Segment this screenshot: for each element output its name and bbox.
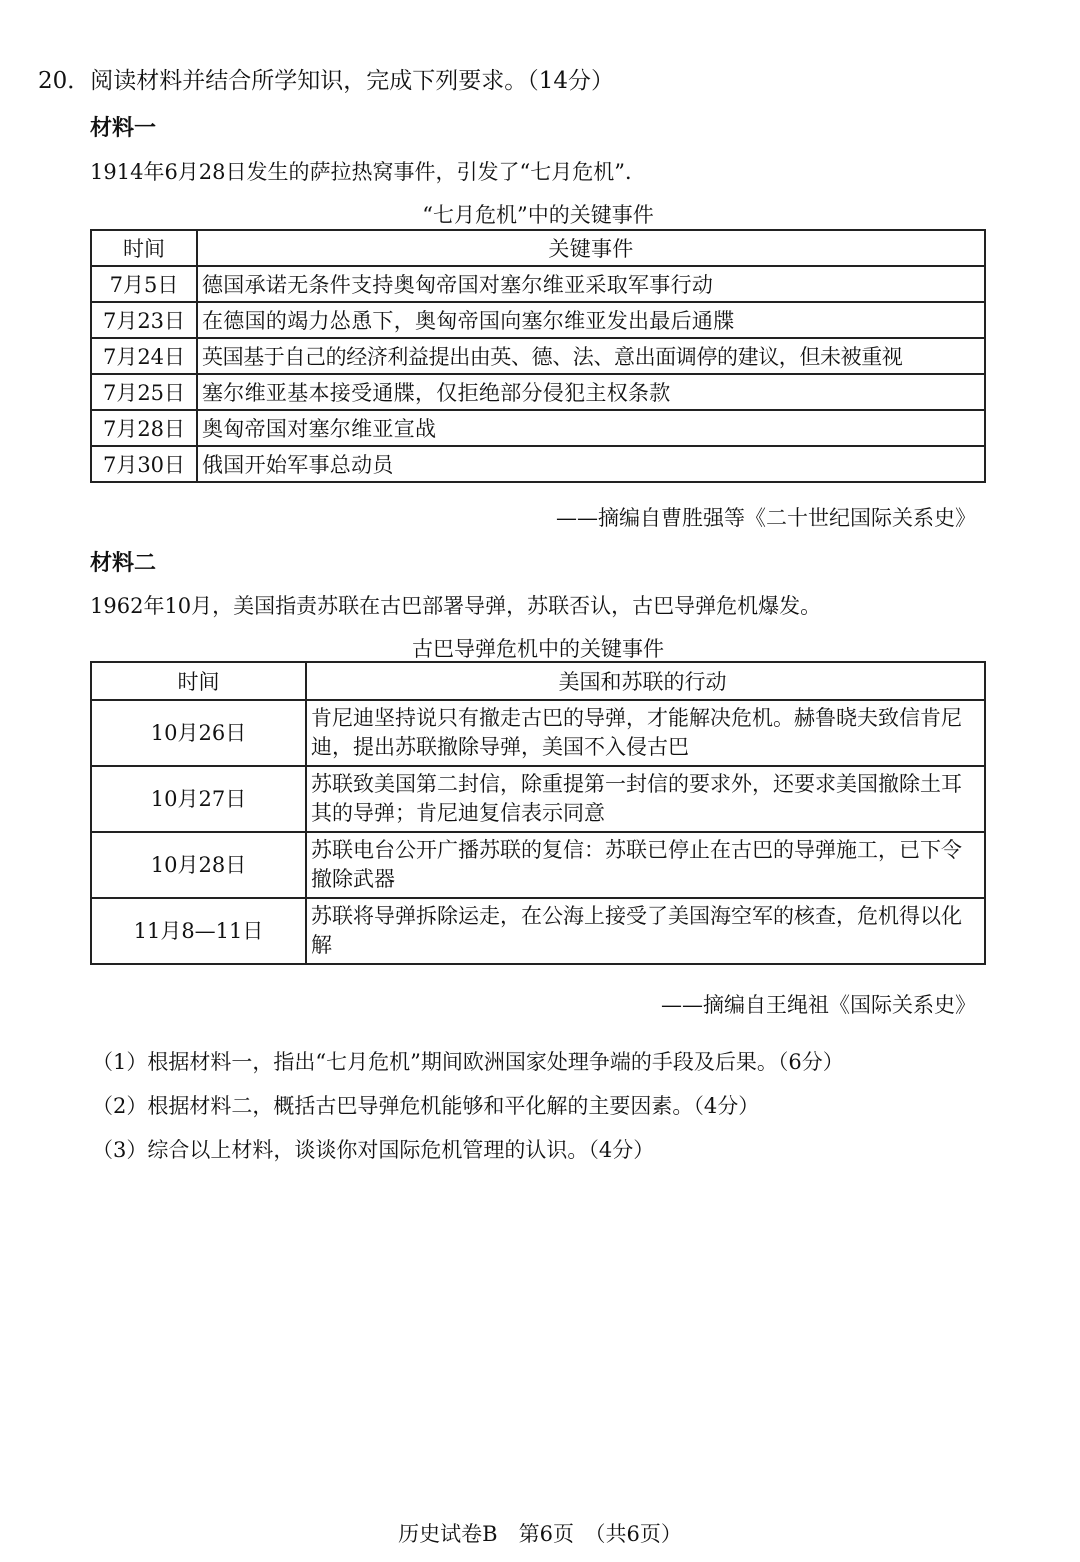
table-header-row: [91, 662, 985, 700]
row-date: 7月23日: [91, 302, 197, 338]
row-event: 苏联致美国第二封信，除重提第一封信的要求外，还要求美国撤除土耳其的导弹；肯尼迪复信表示同意: [306, 766, 985, 832]
row-date: 7月24日: [91, 338, 197, 374]
july-crisis-table: [90, 229, 986, 483]
material2-source: ——摘编自王绳祖《国际关系史》: [661, 993, 976, 1017]
header-action: 美国和苏联的行动: [306, 662, 985, 700]
material1-intro: 1914年6月28日发生的萨拉热窝事件，引发了“七月危机”．: [90, 160, 646, 184]
row-event: 奥匈帝国对塞尔维亚宣战: [197, 410, 985, 446]
cuban-crisis-table: [90, 661, 986, 965]
material2-table-caption: 古巴导弹危机中的关键事件: [412, 637, 664, 661]
row-date: 10月28日: [91, 832, 306, 898]
table-row: [91, 700, 985, 766]
material2-intro: 1962年10月，美国指责苏联在古巴部署导弹，苏联否认，古巴导弹危机爆发。: [90, 594, 822, 618]
table-header-row: [91, 230, 985, 266]
row-date: 7月30日: [91, 446, 197, 482]
table-row: [91, 374, 985, 410]
header-time: 时间: [91, 230, 197, 266]
row-date: 10月26日: [91, 700, 306, 766]
header-event: 关键事件: [197, 230, 985, 266]
page-footer: 历史试卷B 第6页 （共6页）: [398, 1522, 682, 1546]
row-date: 10月27日: [91, 766, 306, 832]
material1-label: 材料一: [90, 116, 157, 141]
table-row: [91, 898, 985, 964]
row-event: 肯尼迪坚持说只有撤走古巴的导弹，才能解决危机。赫鲁晓夫致信肯尼迪，提出苏联撤除导弹，美国不入侵古巴: [306, 700, 985, 766]
material1-source: ——摘编自曹胜强等《二十世纪国际关系史》: [556, 506, 976, 530]
subquestion-2: （2）根据材料二，概括古巴导弹危机能够和平化解的主要因素。（4分）: [92, 1094, 760, 1118]
row-event: 英国基于自己的经济利益提出由英、德、法、意出面调停的建议，但未被重视: [197, 338, 985, 374]
row-date: 7月25日: [91, 374, 197, 410]
subquestion-3: （3）综合以上材料，谈谈你对国际危机管理的认识。（4分）: [92, 1138, 655, 1162]
row-event: 德国承诺无条件支持奥匈帝国对塞尔维亚采取军事行动: [197, 266, 985, 302]
table-row: [91, 410, 985, 446]
row-event: 俄国开始军事总动员: [197, 446, 985, 482]
table-row: [91, 302, 985, 338]
subquestion-1: （1）根据材料一，指出“七月危机”期间欧洲国家处理争端的手段及后果。（6分）: [92, 1050, 844, 1074]
question-title: 20．阅读材料并结合所学知识，完成下列要求。（14分）: [38, 68, 615, 94]
row-date: 7月28日: [91, 410, 197, 446]
row-event: 在德国的竭力怂恿下，奥匈帝国向塞尔维亚发出最后通牒: [197, 302, 985, 338]
row-event: 苏联电台公开广播苏联的复信：苏联已停止在古巴的导弹施工，已下令撤除武器: [306, 832, 985, 898]
table-row: [91, 446, 985, 482]
row-event: 塞尔维亚基本接受通牒，仅拒绝部分侵犯主权条款: [197, 374, 985, 410]
material2-label: 材料二: [90, 551, 157, 576]
table-row: [91, 832, 985, 898]
table-row: [91, 338, 985, 374]
row-date: 7月5日: [91, 266, 197, 302]
table-row: [91, 766, 985, 832]
table-row: [91, 266, 985, 302]
row-date: 11月8—11日: [91, 898, 306, 964]
header-time: 时间: [91, 662, 306, 700]
material1-table-caption: “七月危机”中的关键事件: [422, 203, 654, 227]
row-event: 苏联将导弹拆除运走，在公海上接受了美国海空军的核查，危机得以化解: [306, 898, 985, 964]
